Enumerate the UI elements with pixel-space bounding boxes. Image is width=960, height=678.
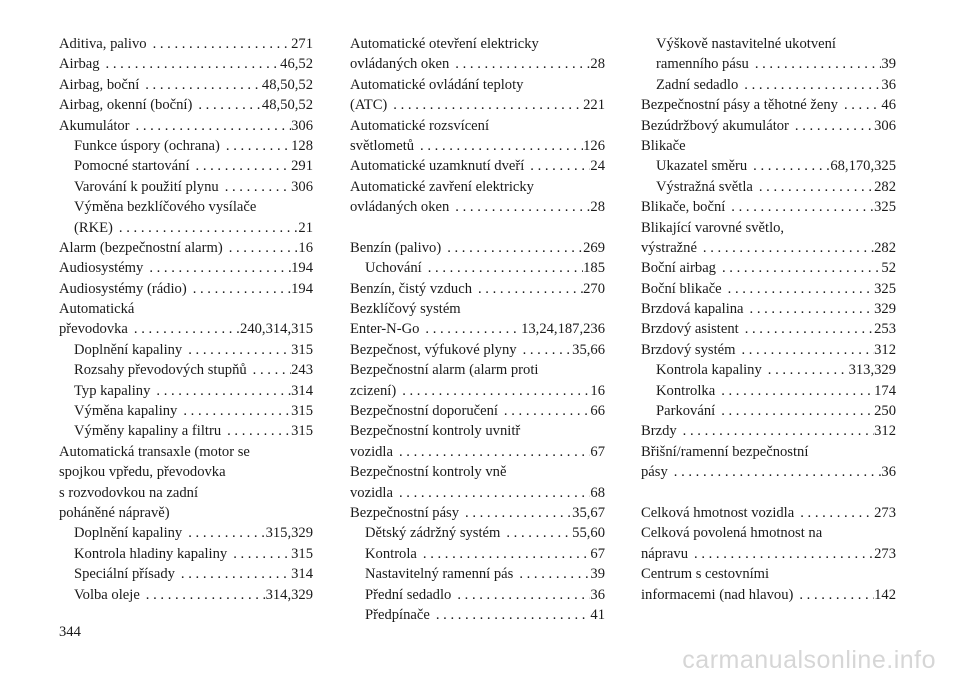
index-entry [59, 421, 313, 441]
index-entry [350, 177, 605, 197]
entry-page-ref: 174 [874, 382, 896, 399]
dot-leader [794, 503, 874, 523]
index-entry [641, 544, 896, 564]
entry-page-ref: 24 [590, 158, 605, 175]
entry-label: převodovka [59, 321, 128, 338]
dot-leader [715, 381, 874, 401]
index-entry [59, 401, 313, 421]
index-entry [350, 197, 605, 217]
index-entry [641, 360, 896, 380]
entry-page-ref: 306 [291, 178, 313, 195]
index-entry [59, 218, 313, 238]
entry-page-ref: 194 [291, 280, 313, 297]
dot-leader [762, 360, 849, 380]
index-entry [641, 197, 896, 217]
index-entry [641, 319, 896, 339]
index-entry [641, 462, 896, 482]
entry-label: Alarm (bezpečnostní alarm) [59, 239, 223, 256]
dot-leader [220, 136, 291, 156]
entry-label: Benzín, čistý vzduch [350, 280, 472, 297]
entry-label: (RKE) [74, 219, 113, 236]
entry-page-ref: 36 [881, 76, 896, 93]
entry-label: Bezpečnostní alarm (alarm proti [350, 362, 539, 379]
dot-leader [187, 279, 291, 299]
entry-label: nápravu [641, 545, 689, 562]
dot-leader [182, 523, 265, 543]
dot-leader [735, 340, 874, 360]
index-entry [59, 340, 313, 360]
index-entry [641, 421, 896, 441]
entry-label: ovládaných oken [350, 56, 450, 73]
dot-leader [192, 95, 262, 115]
index-entry [350, 340, 605, 360]
entry-page-ref: 291 [291, 158, 313, 175]
entry-label: Boční blikače [641, 280, 722, 297]
index-entry [350, 462, 605, 482]
index-entry [350, 319, 605, 339]
index-entry [350, 136, 605, 156]
dot-leader [725, 197, 874, 217]
index-entry [350, 279, 605, 299]
index-entry [59, 34, 313, 54]
dot-leader [417, 544, 591, 564]
entry-label: Kontrolka [656, 382, 716, 399]
entry-label: vozidla [350, 443, 393, 460]
index-entry [350, 238, 605, 258]
dot-leader [500, 523, 572, 543]
entry-page-ref: 36 [881, 464, 896, 481]
index-entry [641, 34, 896, 54]
entry-page-ref: 48,50,52 [261, 97, 313, 114]
entry-label: Pomocné startování [74, 158, 190, 175]
entry-label: Parkování [656, 403, 716, 420]
index-entry [59, 95, 313, 115]
entry-label: Bezpečnost, výfukové plyny [350, 341, 517, 358]
entry-label: zcizení) [350, 382, 397, 399]
index-entry [59, 381, 313, 401]
dot-leader [113, 218, 298, 238]
index-entry [641, 279, 896, 299]
entry-label: s rozvodovkou na zadní [59, 484, 199, 501]
entry-label: Bezpečnostní kontroly vně [350, 464, 507, 481]
entry-label: Akumulátor [59, 117, 130, 134]
index-entry [59, 197, 313, 217]
index-entry [641, 177, 896, 197]
entry-label: ovládaných oken [350, 199, 450, 216]
index-entry [59, 483, 313, 503]
entry-label: Blikače, boční [641, 199, 726, 216]
entry-label: Airbag, okenní (boční) [59, 97, 193, 114]
entry-page-ref: 314,329 [265, 586, 313, 603]
dot-leader [147, 34, 292, 54]
entry-page-ref: 221 [583, 97, 605, 114]
entry-page-ref: 55,60 [572, 525, 605, 542]
entry-label: Nastavitelný ramenní pás [365, 566, 514, 583]
entry-page-ref: 68,170,325 [830, 158, 896, 175]
entry-label: Audiosystémy [59, 260, 144, 277]
entry-page-ref: 21 [298, 219, 313, 236]
entry-label: Kontrola [365, 545, 417, 562]
index-entry [350, 523, 605, 543]
entry-label: Airbag, boční [59, 76, 140, 93]
dot-leader [175, 564, 291, 584]
entry-label: informacemi (nad hlavou) [641, 586, 794, 603]
entry-label: (ATC) [350, 97, 388, 114]
entry-page-ref: 329 [874, 301, 896, 318]
entry-page-ref: 36 [590, 586, 605, 603]
dot-leader [414, 136, 583, 156]
entry-label: Bezpečnostní pásy [350, 504, 460, 521]
entry-label: Speciální přísady [74, 566, 175, 583]
entry-label: spojkou vpředu, převodovka [59, 464, 226, 481]
index-entry [641, 136, 896, 156]
entry-label: Celková hmotnost vozidla [641, 504, 795, 521]
entry-label: vozidla [350, 484, 393, 501]
index-column-3 [641, 34, 896, 605]
dot-leader [422, 258, 583, 278]
entry-page-ref: 243 [291, 362, 313, 379]
entry-label: Brzdová kapalina [641, 301, 744, 318]
dot-leader [247, 360, 291, 380]
entry-page-ref: 68 [590, 484, 605, 501]
entry-page-ref: 48,50,52 [261, 76, 313, 93]
dot-leader [739, 319, 874, 339]
index-entry [641, 238, 896, 258]
dot-leader [227, 544, 291, 564]
index-entry [641, 381, 896, 401]
entry-page-ref: 315 [291, 341, 313, 358]
page-number: 344 [59, 624, 81, 640]
dot-leader [219, 177, 291, 197]
entry-page-ref: 46,52 [280, 56, 313, 73]
index-spacer [641, 483, 896, 503]
index-entry [641, 340, 896, 360]
entry-label: Výškově nastavitelné ukotvení [656, 36, 836, 52]
entry-label: Výměny kapaliny a filtru [74, 423, 222, 440]
entry-label: Bezúdržbový akumulátor [641, 117, 789, 134]
entry-label: Varování k použití plynu [74, 178, 219, 195]
entry-label: Brzdový asistent [641, 321, 739, 338]
entry-label: Aditiva, palivo [59, 36, 147, 52]
entry-page-ref: 128 [291, 137, 313, 154]
index-entry [641, 218, 896, 238]
entry-label: Dětský zádržný systém [365, 525, 501, 542]
dot-leader [793, 585, 874, 605]
index-entry [641, 585, 896, 605]
dot-leader [744, 299, 875, 319]
entry-label: Výměna kapaliny [74, 403, 178, 420]
index-entry [641, 54, 896, 74]
dot-leader [190, 156, 292, 176]
index-entry [350, 360, 605, 380]
index-entry [59, 54, 313, 74]
entry-page-ref: 28 [590, 199, 605, 216]
index-entry [59, 156, 313, 176]
dot-leader [747, 156, 830, 176]
entry-page-ref: 66 [590, 403, 605, 420]
entry-page-ref: 35,67 [572, 504, 605, 521]
entry-label: Přední sedadlo [365, 586, 452, 603]
entry-label: Bezpečnostní pásy a těhotné ženy [641, 97, 838, 114]
entry-page-ref: 185 [583, 260, 605, 277]
entry-page-ref: 16 [298, 239, 313, 256]
entry-label: Celková povolená hmotnost na [641, 525, 823, 542]
index-entry [350, 483, 605, 503]
entry-page-ref: 253 [874, 321, 896, 338]
dot-leader [396, 381, 590, 401]
index-entry [350, 401, 605, 421]
entry-label: Automatické ovládání teploty [350, 76, 524, 93]
entry-label: Kontrola hladiny kapaliny [74, 545, 228, 562]
entry-label: Automatické uzamknutí dveří [350, 158, 525, 175]
dot-leader [419, 319, 521, 339]
entry-label: Bezpečnostní kontroly uvnitř [350, 423, 521, 440]
dot-leader [753, 177, 874, 197]
entry-label: Brzdový systém [641, 341, 736, 358]
entry-page-ref: 306 [874, 117, 896, 134]
entry-label: Břišní/ramenní bezpečnostní [641, 443, 809, 460]
entry-page-ref: 67 [590, 443, 605, 460]
index-entry [350, 95, 605, 115]
entry-label: Typ kapaliny [74, 382, 151, 399]
dot-leader [449, 197, 590, 217]
index-entry [350, 34, 605, 54]
entry-page-ref: 313,329 [848, 362, 896, 379]
entry-page-ref: 314 [291, 566, 313, 583]
entry-label: Volba oleje [74, 586, 140, 603]
entry-page-ref: 282 [874, 178, 896, 195]
entry-page-ref: 273 [874, 504, 896, 521]
index-entry [641, 95, 896, 115]
entry-label: Airbag [59, 56, 100, 73]
dot-leader [221, 421, 291, 441]
watermark-text: carmanualsonline.info [682, 646, 936, 674]
entry-label: Boční airbag [641, 260, 716, 277]
dot-leader [441, 238, 583, 258]
index-entry [350, 258, 605, 278]
entry-page-ref: 271 [291, 36, 313, 52]
entry-page-ref: 52 [881, 260, 896, 277]
entry-label: ramenního pásu [656, 56, 749, 73]
entry-label: Automatické rozsvícení [350, 117, 489, 134]
entry-page-ref: 314 [291, 382, 313, 399]
entry-label: Automatická transaxle (motor se [59, 443, 250, 460]
entry-label: Zadní sedadlo [656, 76, 739, 93]
index-entry [59, 442, 313, 462]
entry-label: Bezpečnostní doporučení [350, 403, 498, 420]
dot-leader [472, 279, 583, 299]
index-entry [59, 360, 313, 380]
dot-leader [223, 238, 299, 258]
dot-leader [517, 340, 573, 360]
dot-leader [838, 95, 881, 115]
entry-label: Centrum s cestovními [641, 566, 770, 583]
dot-leader [143, 258, 291, 278]
entry-label: Ukazatel směru [656, 158, 748, 175]
entry-page-ref: 39 [881, 56, 896, 73]
entry-page-ref: 126 [583, 137, 605, 154]
index-entry [59, 319, 313, 339]
entry-page-ref: 312 [874, 423, 896, 440]
entry-label: Doplnění kapaliny [74, 525, 183, 542]
entry-label: Výstražná světla [656, 178, 753, 195]
entry-label: Blikající varovné světlo, [641, 219, 785, 236]
index-entry [641, 116, 896, 136]
index-entry [641, 401, 896, 421]
index-column-1 [59, 34, 313, 605]
index-entry [350, 544, 605, 564]
entry-page-ref: 35,66 [572, 341, 605, 358]
dot-leader [387, 95, 583, 115]
dot-leader [177, 401, 291, 421]
entry-page-ref: 142 [874, 586, 896, 603]
dot-leader [738, 75, 881, 95]
index-entry [59, 503, 313, 523]
index-entry [59, 462, 313, 482]
entry-page-ref: 315 [291, 423, 313, 440]
entry-page-ref: 16 [590, 382, 605, 399]
dot-leader [139, 75, 262, 95]
entry-page-ref: 28 [590, 56, 605, 73]
dot-leader [668, 462, 882, 482]
dot-leader [715, 401, 874, 421]
index-entry [641, 503, 896, 523]
dot-leader [688, 544, 874, 564]
entry-page-ref: 315,329 [265, 525, 313, 542]
entry-page-ref: 67 [590, 545, 605, 562]
dot-leader [524, 156, 590, 176]
index-entry [59, 258, 313, 278]
dot-leader [430, 605, 591, 625]
entry-page-ref: 315 [291, 545, 313, 562]
index-entry [350, 75, 605, 95]
dot-leader [150, 381, 291, 401]
index-entry [59, 116, 313, 136]
entry-label: světlometů [350, 137, 415, 154]
index-entry [350, 299, 605, 319]
index-entry [350, 503, 605, 523]
index-entry [350, 381, 605, 401]
entry-page-ref: 325 [874, 199, 896, 216]
index-column-2 [350, 34, 605, 625]
entry-label: Automatická [59, 301, 135, 318]
entry-page-ref: 312 [874, 341, 896, 358]
index-entry [641, 299, 896, 319]
entry-page-ref: 250 [874, 403, 896, 420]
entry-page-ref: 240,314,315 [240, 321, 313, 338]
entry-page-ref: 13,24,187,236 [521, 321, 605, 338]
index-entry [641, 523, 896, 543]
entry-page-ref: 315 [291, 403, 313, 420]
dot-leader [716, 258, 881, 278]
index-entry [350, 564, 605, 584]
index-entry [59, 299, 313, 319]
entry-label: Bezklíčový systém [350, 301, 461, 318]
entry-label: Rozsahy převodových stupňů [74, 362, 247, 379]
entry-page-ref: 306 [291, 117, 313, 134]
entry-label: výstražné [641, 239, 697, 256]
entry-page-ref: 39 [590, 566, 605, 583]
entry-label: Výměna bezklíčového vysílače [74, 199, 257, 216]
dot-leader [459, 503, 572, 523]
index-entry [641, 75, 896, 95]
dot-leader [697, 238, 874, 258]
index-entry [350, 156, 605, 176]
entry-label: Předpínače [365, 606, 430, 623]
index-entry [641, 442, 896, 462]
entry-page-ref: 46 [881, 97, 896, 114]
entry-label: Automatické otevření elektricky [350, 36, 539, 52]
entry-page-ref: 273 [874, 545, 896, 562]
entry-label: Automatické zavření elektricky [350, 178, 534, 195]
entry-label: Enter-N-Go [350, 321, 420, 338]
dot-leader [182, 340, 291, 360]
index-entry [350, 421, 605, 441]
index-entry [641, 156, 896, 176]
entry-page-ref: 270 [583, 280, 605, 297]
dot-leader [789, 116, 874, 136]
dot-leader [140, 585, 266, 605]
entry-page-ref: 41 [590, 606, 605, 623]
dot-leader [513, 564, 590, 584]
dot-leader [498, 401, 590, 421]
entry-label: Uchování [365, 260, 422, 277]
index-entry [59, 75, 313, 95]
index-entry [641, 258, 896, 278]
index-spacer [350, 218, 605, 238]
index-entry [350, 54, 605, 74]
dot-leader [749, 54, 882, 74]
index-entry [350, 605, 605, 625]
index-entry [641, 564, 896, 584]
entry-page-ref: 325 [874, 280, 896, 297]
entry-label: Benzín (palivo) [350, 239, 442, 256]
index-entry [59, 544, 313, 564]
dot-leader [393, 483, 590, 503]
index-entry [350, 585, 605, 605]
index-entry [59, 523, 313, 543]
entry-label: Kontrola kapaliny [656, 362, 762, 379]
dot-leader [393, 442, 590, 462]
entry-label: Funkce úspory (ochrana) [74, 137, 220, 154]
entry-label: pásy [641, 464, 668, 481]
dot-leader [128, 319, 240, 339]
dot-leader [449, 54, 590, 74]
index-entry [59, 177, 313, 197]
index-entry [350, 442, 605, 462]
dot-leader [722, 279, 874, 299]
entry-label: Doplnění kapaliny [74, 341, 183, 358]
index-entry [59, 585, 313, 605]
entry-page-ref: 269 [583, 239, 605, 256]
entry-label: poháněné nápravě) [59, 504, 170, 521]
dot-leader [677, 421, 874, 441]
entry-page-ref: 282 [874, 239, 896, 256]
entry-page-ref: 194 [291, 260, 313, 277]
entry-label: Blikače [641, 137, 686, 154]
index-entry [59, 279, 313, 299]
index-entry [59, 564, 313, 584]
entry-label: Audiosystémy (rádio) [59, 280, 187, 297]
dot-leader [130, 116, 292, 136]
index-entry [59, 238, 313, 258]
index-entry [350, 116, 605, 136]
dot-leader [100, 54, 281, 74]
entry-label: Brzdy [641, 423, 677, 440]
dot-leader [451, 585, 590, 605]
index-entry [59, 136, 313, 156]
